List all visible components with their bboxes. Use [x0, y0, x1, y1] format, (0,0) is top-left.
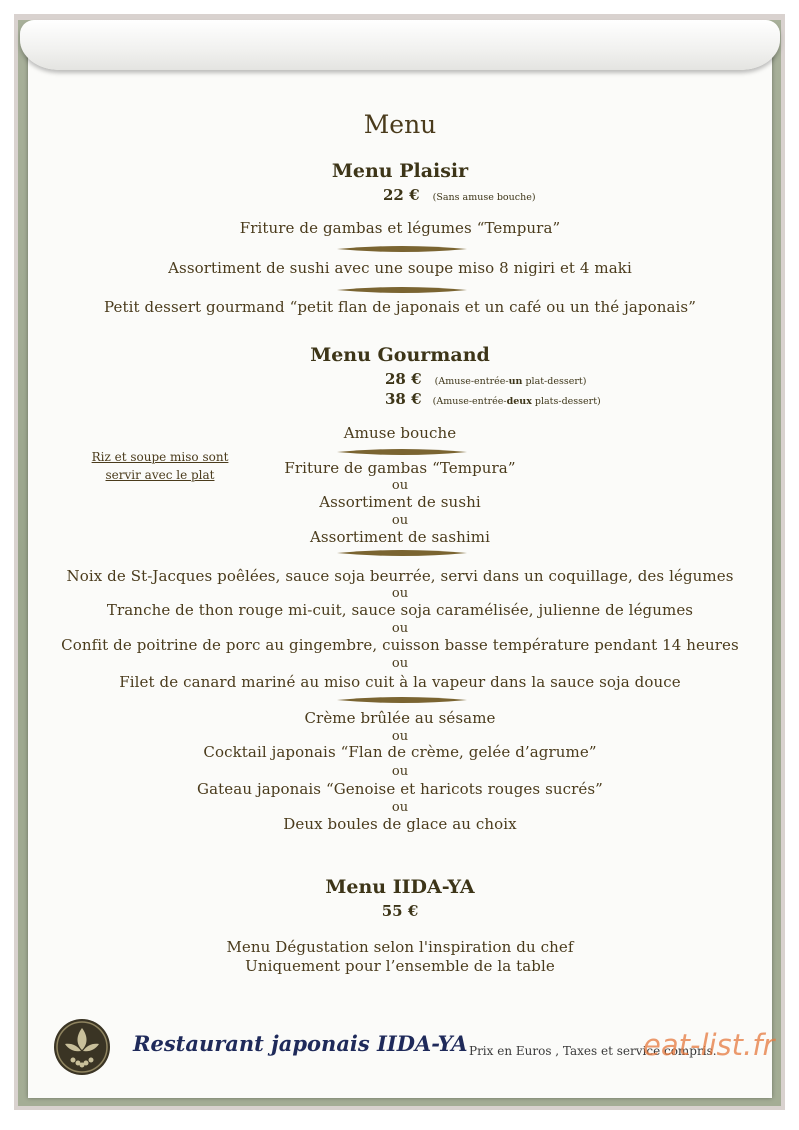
- menu-gourmand-price-2: 38 € (Amuse-entrée-deux plats-dessert): [385, 390, 601, 408]
- menu-plaisir-item: Petit dessert gourmand “petit flan de japonais et un café ou un thé japonais”: [103, 298, 696, 316]
- plat-item: Noix de St-Jacques poêlées, sauce soja beurrée, servi dans un coquillage, des légumes: [66, 567, 734, 585]
- ornament-separator: [337, 548, 467, 558]
- or-divider: ou: [391, 478, 409, 493]
- plat-item: Confit de poitrine de porc au gingembre, cuisson basse température pendant 14 heures: [61, 636, 739, 654]
- menu-plaisir-item: Assortiment de sushi avec une soupe miso 8 nigiri et 4 maki: [168, 259, 632, 277]
- or-divider: ou: [391, 513, 409, 528]
- plat-item: Filet de canard mariné au miso cuit à la vapeur dans la sauce soja douce: [119, 673, 681, 691]
- ornament-separator: [337, 695, 467, 705]
- ornament-separator: [337, 285, 467, 295]
- side-note: servir avec le plat: [105, 468, 215, 482]
- entree-item: Friture de gambas “Tempura”: [284, 459, 516, 477]
- restaurant-name: Restaurant japonais IIDA-YA: [133, 1031, 468, 1056]
- dessert-item: Crème brûlée au sésame: [304, 709, 496, 727]
- menu-plaisir-item: Friture de gambas et légumes “Tempura”: [239, 219, 561, 237]
- restaurant-logo-icon: [53, 1018, 111, 1076]
- menu-gourmand-heading: Menu Gourmand: [310, 344, 490, 366]
- dessert-item: Deux boules de glace au choix: [283, 815, 517, 833]
- ornament-separator: [337, 244, 467, 254]
- or-divider: ou: [391, 800, 409, 815]
- side-note: Riz et soupe miso sont: [91, 450, 229, 464]
- menu-plaisir-heading: Menu Plaisir: [331, 160, 469, 182]
- menu-gourmand-price-1: 28 € (Amuse-entrée-un plat-dessert): [385, 370, 587, 388]
- or-divider: ou: [391, 729, 409, 744]
- price-note: Prix en Euros , Taxes et service compris.: [469, 1044, 717, 1058]
- menu-iidaya-heading: Menu IIDA-YA: [325, 876, 475, 898]
- or-divider: ou: [391, 586, 409, 601]
- or-divider: ou: [391, 764, 409, 779]
- or-divider: ou: [391, 621, 409, 636]
- dessert-item: Gateau japonais “Genoise et haricots rouges sucrés”: [197, 780, 603, 798]
- paper-curl: [20, 20, 780, 70]
- menu-iidaya-line: Menu Dégustation selon l'inspiration du chef: [226, 938, 574, 956]
- menu-iidaya-price: 55 €: [381, 902, 419, 920]
- entree-item: Assortiment de sushi: [319, 493, 481, 511]
- ornament-separator: [337, 447, 467, 457]
- or-divider: ou: [391, 656, 409, 671]
- dessert-item: Cocktail japonais “Flan de crème, gelée d’agrume”: [203, 743, 597, 761]
- entree-item: Assortiment de sashimi: [309, 528, 491, 546]
- menu-iidaya-line: Uniquement pour l’ensemble de la table: [245, 957, 555, 975]
- page-title: Menu: [363, 110, 437, 139]
- watermark: eat-list.fr: [643, 1028, 775, 1062]
- menu-plaisir-price: 22 € (Sans amuse bouche): [383, 186, 536, 204]
- amuse-bouche: Amuse bouche: [343, 424, 457, 442]
- plat-item: Tranche de thon rouge mi-cuit, sauce soja caramélisée, julienne de légumes: [106, 601, 694, 619]
